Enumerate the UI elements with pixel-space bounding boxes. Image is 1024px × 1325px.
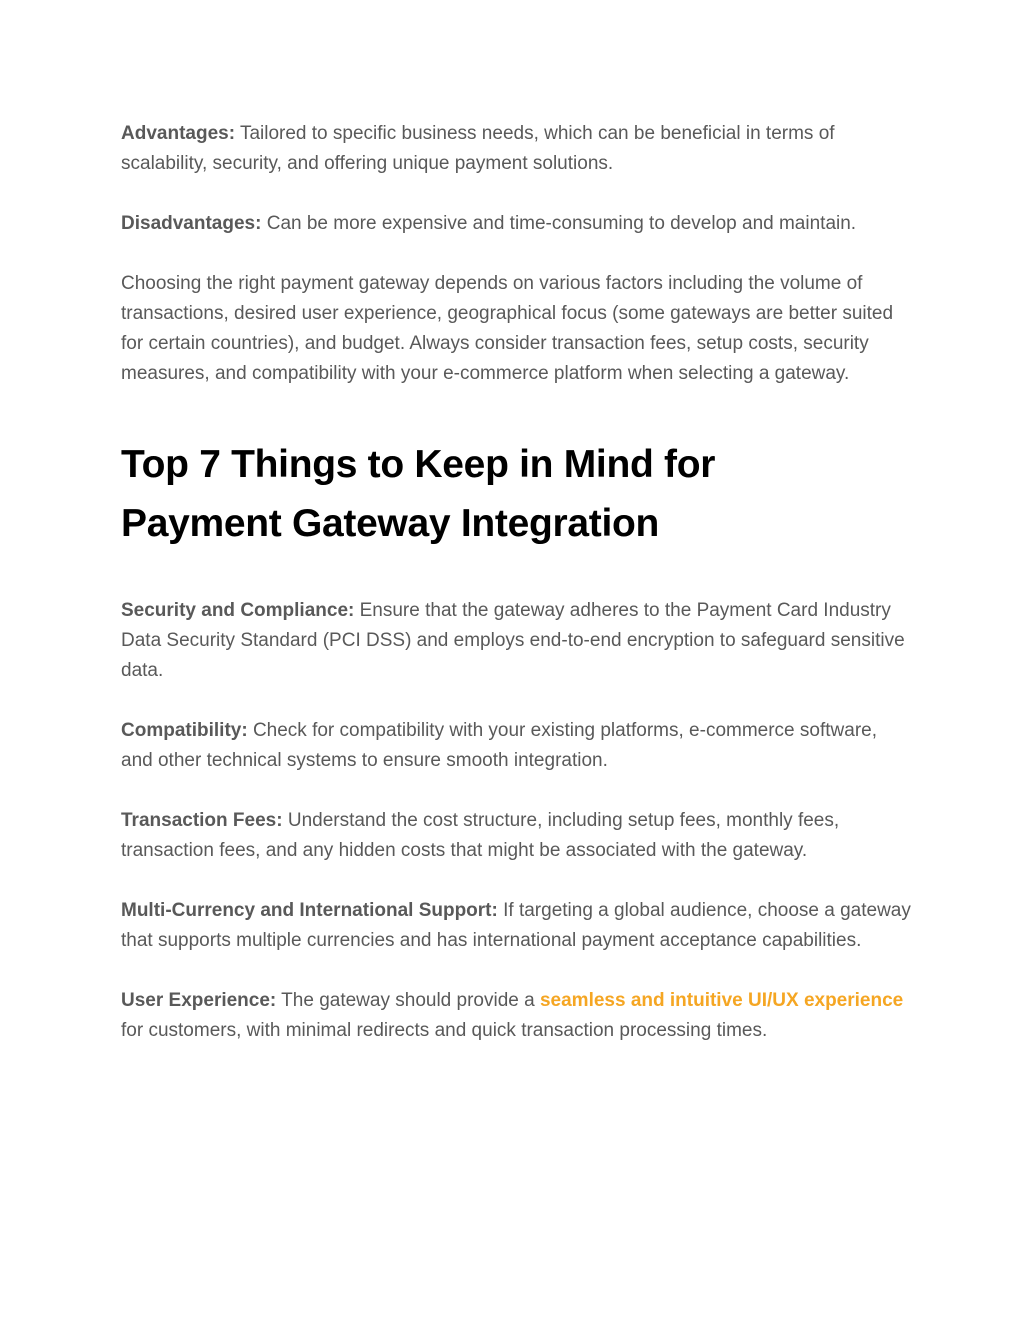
advantages-paragraph [121,119,911,179]
item-text-after: for customers, with minimal redirects and quick transaction processing times. [121,1020,768,1041]
item-compatibility [121,716,911,776]
item-label: User Experience: [121,990,277,1011]
item-user-experience [121,986,911,1046]
heading-line-1: Top 7 Things to Keep in Mind for [121,443,716,486]
item-security-compliance [121,596,911,686]
item-transaction-fees [121,806,911,866]
advantages-label: Advantages: [121,123,236,144]
section-heading [121,435,911,553]
advantages-text: Tailored to specific business needs, which can be beneficial in terms of scalability, security, and offering unique payment solutions. [121,123,835,174]
item-label: Compatibility: [121,720,248,741]
item-label: Multi-Currency and International Support: [121,900,498,921]
choosing-paragraph: Choosing the right payment gateway depends on various factors including the volume of transactions, desired user experience, geographical focus (some gateways are better suited for certain countries), and budget. Always consider transaction fees, setup costs, security measures, and compatibility with your e-commerce platform when selecting a gateway. [121,273,894,384]
ui-ux-experience-link[interactable]: seamless and intuitive UI/UX experience [539,990,904,1011]
item-text: Ensure that the gateway adheres to the Payment Card Industry Data Security Standard (PCI DSS) and employs end-to-end encryption to safeguard sensitive data. [121,600,905,681]
document-page [121,119,911,1046]
disadvantages-text: Can be more expensive and time-consuming to develop and maintain. [261,213,857,234]
item-text-before: The gateway should provide a [276,990,540,1011]
item-text: If targeting a global audience, choose a gateway that supports multiple currencies and has international payment acceptance capabilities. [121,900,911,951]
item-text: Check for compatibility with your existing platforms, e-commerce software, and other technical systems to ensure smooth integration. [121,720,877,771]
disadvantages-label: Disadvantages: [121,213,262,234]
item-label: Transaction Fees: [121,810,283,831]
item-label: Security and Compliance: [121,600,355,621]
section-heading-text [121,435,911,553]
disadvantages-paragraph [121,209,911,239]
heading-line-2: Payment Gateway Integration [121,502,660,545]
item-multi-currency [121,896,911,956]
item-text: Understand the cost structure, including setup fees, monthly fees, transaction fees, and any hidden costs that might be associated with the gateway. [121,810,840,861]
